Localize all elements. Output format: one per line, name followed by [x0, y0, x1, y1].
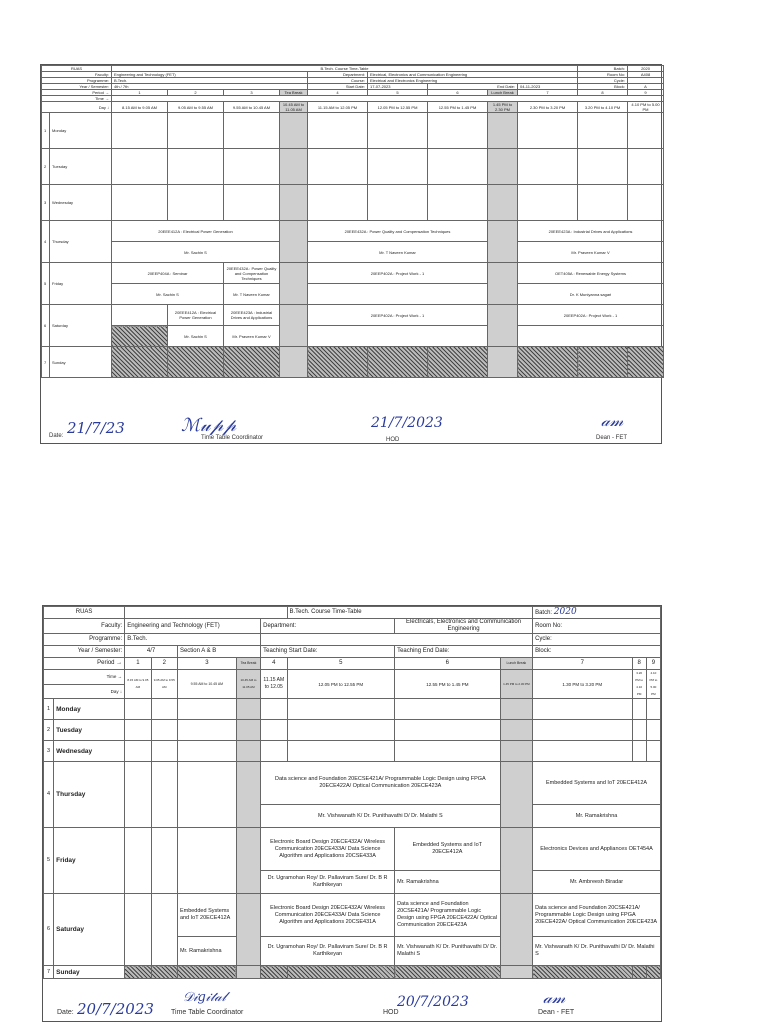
- hod-label: HOD: [383, 1009, 399, 1016]
- faculty-cell: Mr. Sachin S: [112, 242, 280, 263]
- course-label: Course:: [308, 78, 368, 84]
- hod-label: HOD: [386, 437, 400, 443]
- day-num: 7: [42, 347, 50, 378]
- date-signature: 21/7/23: [67, 419, 125, 437]
- day-label: Day ↓: [42, 102, 112, 113]
- class-cell: 20EEP404A : Seminar: [112, 263, 224, 284]
- coordinator-label: Time Table Coordinator: [171, 1009, 244, 1016]
- class-cell: 20EEP402A : Project Work - 1: [308, 305, 488, 326]
- faculty-cell: Mr. Ramakrishna: [177, 937, 236, 966]
- department-value: Electricals, Electronics and Communication Engineering: [395, 619, 533, 634]
- day-label: Day ↓: [44, 684, 125, 699]
- time-slot: 12.05 PM to 12.55 PM: [287, 670, 395, 699]
- faculty-label: Faculty:: [44, 619, 125, 634]
- faculty-value: Engineering and Technology (FET): [112, 72, 308, 78]
- day-num: 2: [44, 720, 54, 741]
- class-cell: Data science and Foundation 20CSE421A/ Programmable Logic Design using FPGA 20ECE422A/ Optical Communication 20ECE423A: [395, 894, 501, 937]
- time-slot: 12.55 PM to 1.45 PM: [395, 670, 501, 699]
- period-2: 2: [151, 658, 177, 670]
- day-num: 1: [42, 113, 50, 149]
- period-label: Period →: [44, 658, 125, 670]
- block-value: A: [628, 84, 664, 90]
- period-8: 8: [632, 658, 646, 670]
- room-label: Room No:: [533, 619, 661, 634]
- end-value: 04-11-2023: [518, 84, 578, 90]
- room-value: A408: [628, 72, 664, 78]
- programme-label: Programme:: [44, 634, 125, 646]
- department-value: Electrical, Electronics and Communication Engineering: [368, 72, 578, 78]
- date-label: Date:: [49, 433, 64, 439]
- day-num: 1: [44, 699, 54, 720]
- batch-label: Batch:: [535, 609, 553, 616]
- faculty-cell: Mr. Praveen Kumar V: [518, 242, 664, 263]
- programme-value: B.Tech.: [112, 78, 308, 84]
- day-tuesday: Tuesday: [50, 149, 112, 185]
- day-num: 7: [44, 966, 54, 979]
- day-thursday: Thursday: [54, 762, 125, 828]
- lunch-break: Lunch Break: [500, 658, 532, 670]
- class-cell: Embedded Systems and IoT 20ECE412A: [395, 828, 501, 871]
- day-monday: Monday: [50, 113, 112, 149]
- day-sunday: Sunday: [54, 966, 125, 979]
- department-label: Department:: [261, 619, 395, 634]
- day-num: 3: [44, 741, 54, 762]
- day-thursday: Thursday: [50, 221, 112, 263]
- end-label: End Date:: [428, 84, 518, 90]
- time-label: Time →: [42, 96, 112, 102]
- period-4: 4: [261, 658, 287, 670]
- year-value: 4/7: [125, 646, 178, 658]
- class-cell: OET405A : Renewable Energy Systems: [518, 263, 664, 284]
- start-label: Start Date:: [308, 84, 368, 90]
- day-friday: Friday: [50, 263, 112, 305]
- day-num: 2: [42, 149, 50, 185]
- block-label: Block:: [533, 646, 661, 658]
- day-num: 5: [42, 263, 50, 305]
- time-slot: 1.45 PM to 2.30 PM: [500, 670, 532, 699]
- time-slot: 3.20 PM to 4.10 PM: [632, 670, 646, 699]
- programme-value: B.Tech.: [125, 634, 261, 646]
- coordinator-signature: ℳ𝓊𝓅𝓅: [181, 415, 237, 436]
- class-cell: 20EEE412A : Electrical Power Generation: [168, 305, 224, 326]
- hod-signature: 20/7/2023: [397, 994, 469, 1010]
- hod-signature: 21/7/2023: [371, 415, 443, 431]
- timetable-sheet-bottom: [42, 605, 662, 1022]
- period-7: 7: [533, 658, 632, 670]
- period-2: 2: [168, 90, 224, 96]
- dean-label: Dean - FET: [596, 435, 628, 441]
- class-cell: 20EEE423A : Industrial Drives and Applications: [224, 305, 280, 326]
- department-label: Department:: [308, 72, 368, 78]
- time-slot: 3.20 PM to 4.10 PM: [578, 102, 628, 113]
- class-cell: 20EEP402A : Project Work - 1: [518, 305, 664, 326]
- batch-value: 2020: [553, 606, 577, 617]
- class-cell: Data science and Foundation 20CSE421A/ Programmable Logic Design using FPGA 20ECE422A/ Optical Communication 20ECE423A: [533, 894, 661, 937]
- class-cell: Embedded Systems and IoT 20ECE412A: [177, 894, 236, 937]
- time-slot: 1.45 PM to 2.30 PM: [488, 102, 518, 113]
- class-cell: 20EEE412A : Electrical Power Generation: [112, 221, 280, 242]
- period-4: 4: [308, 90, 368, 96]
- faculty-cell: Mr. T Naveen Kumar: [224, 284, 280, 305]
- doc-title: B.Tech. Course Time-Table: [112, 66, 578, 72]
- period-1: 1: [125, 658, 151, 670]
- faculty-cell: Mr. Vishwanath K/ Dr. Punithavathi D/ Dr. Malathi S: [261, 805, 500, 828]
- class-cell: 20EEE432A : Power Quality and Compensation Techniques: [224, 263, 280, 284]
- time-slot: 2.30 PM to 3.20 PM: [518, 102, 578, 113]
- faculty-cell: Mr. Vishwanath K/ Dr. Punithavathi D/ Dr. Malathi S: [395, 937, 501, 966]
- block-label: Block:: [578, 84, 628, 90]
- period-5: 5: [287, 658, 395, 670]
- room-label: Room No:: [578, 72, 628, 78]
- day-monday: Monday: [54, 699, 125, 720]
- faculty-cell: Mr. Praveen Kumar V: [224, 326, 280, 347]
- period-7: 7: [518, 90, 578, 96]
- cycle-label: Cycle:: [578, 78, 628, 84]
- time-slot: 9.05 AM to 9.55 AM: [151, 670, 177, 699]
- batch-value: 2020: [628, 66, 664, 72]
- time-slot: 12.55 PM to 1.45 PM: [428, 102, 488, 113]
- time-slot: 1.30 PM to 3.20 PM: [533, 670, 632, 699]
- dean-label: Dean - FET: [538, 1009, 575, 1016]
- period-3: 3: [177, 658, 236, 670]
- faculty-value: Engineering and Technology (FET): [125, 619, 261, 634]
- coordinator-signature: 𝒟𝒾𝑔𝒾𝓉𝒶𝓁: [183, 990, 226, 1005]
- timetable-top: [41, 65, 664, 378]
- faculty-label: Faculty:: [42, 72, 112, 78]
- period-8: 8: [578, 90, 628, 96]
- day-friday: Friday: [54, 828, 125, 894]
- date-signature: 20/7/2023: [77, 1000, 154, 1018]
- org-name: RUAS: [44, 607, 125, 619]
- class-cell: 20EEP402A : Project Work - 1: [308, 263, 488, 284]
- day-num: 6: [44, 894, 54, 966]
- start-value: 17-07-2023: [368, 84, 428, 90]
- timetable-bottom: [43, 606, 661, 979]
- period-6: 6: [395, 658, 501, 670]
- timetable-sheet-top: [40, 64, 662, 444]
- period-label: Period →: [42, 90, 112, 96]
- time-label: Time →: [44, 670, 125, 685]
- period-9: 9: [646, 658, 660, 670]
- class-cell: Electronics Devices and Appliances OET454A: [533, 828, 661, 871]
- start-label: Teaching Start Date:: [261, 646, 395, 658]
- day-saturday: Saturday: [50, 305, 112, 347]
- faculty-cell: Mr. T Naveen Kumar: [308, 242, 488, 263]
- end-label: Teaching End Date:: [395, 646, 533, 658]
- time-slot: 11.15 AM to 12.05 PM: [308, 102, 368, 113]
- day-num: 3: [42, 185, 50, 221]
- faculty-cell: Mr. Ramakrishna: [395, 871, 501, 894]
- day-wednesday: Wednesday: [50, 185, 112, 221]
- date-label: Date:: [57, 1009, 74, 1016]
- period-1: 1: [112, 90, 168, 96]
- time-slot: 12.05 PM to 12.55 PM: [368, 102, 428, 113]
- faculty-cell: Mr. Ambreesh Biradar: [533, 871, 661, 894]
- lunch-break: Lunch Break: [488, 90, 518, 96]
- batch-field: [533, 607, 661, 619]
- programme-label: Programme:: [42, 78, 112, 84]
- period-6: 6: [428, 90, 488, 96]
- time-slot: 8.15 AM to 9.05 AM: [112, 102, 168, 113]
- course-value: Electrical and Electronics Engineering: [368, 78, 578, 84]
- class-cell: Embedded Systems and IoT 20ECE412A: [533, 762, 661, 805]
- period-9: 9: [628, 90, 664, 96]
- doc-title: B.Tech. Course Time-Table: [287, 607, 533, 619]
- time-slot: 9.55 AM to 10.45 AM: [224, 102, 280, 113]
- class-cell: Electronic Board Design 20ECE432A/ Wireless Communication 20ECE433A/ Data Science Algorithm and Applications 20CSE431A: [261, 894, 395, 937]
- year-value: 4th / 7th: [112, 84, 308, 90]
- faculty-cell: Dr. Ugramohan Roy/ Dr. Pallaviram Sure/ Dr. B R Karthikeyan: [261, 937, 395, 966]
- day-sunday: Sunday: [50, 347, 112, 378]
- day-wednesday: Wednesday: [54, 741, 125, 762]
- faculty-cell: Dr. K Muniyanna sagari: [518, 284, 664, 305]
- class-cell: 20EEE423A : Industrial Drives and Applications: [518, 221, 664, 242]
- time-slot: 9.55 AM to 10.45 AM: [177, 670, 236, 699]
- cycle-label: Cycle:: [533, 634, 661, 646]
- day-num: 4: [42, 221, 50, 263]
- time-slot: 10.45 AM to 11.05 AM: [280, 102, 308, 113]
- tea-break: Tea Break: [280, 90, 308, 96]
- faculty-cell: Mr. Vishwanath K/ Dr. Punithavathi D/ Dr. Malathi S: [533, 937, 661, 966]
- tea-break: Tea Break: [236, 658, 260, 670]
- day-saturday: Saturday: [54, 894, 125, 966]
- class-cell: 20EEE432A : Power Quality and Compensation Techniques: [308, 221, 488, 242]
- year-label: Year / Semester:: [42, 84, 112, 90]
- year-label: Year / Semester:: [44, 646, 125, 658]
- time-slot: 9.05 AM to 9.55 AM: [168, 102, 224, 113]
- period-5: 5: [368, 90, 428, 96]
- day-tuesday: Tuesday: [54, 720, 125, 741]
- faculty-cell: Dr. Ugramohan Roy/ Dr. Pallaviram Sure/ Dr. B R Karthikeyan: [261, 871, 395, 894]
- faculty-cell: Mr. Ramakrishna: [533, 805, 661, 828]
- time-slot: 11.15 AM to 12.05: [261, 670, 287, 699]
- faculty-cell: Mr. Sachin S: [112, 284, 224, 305]
- dean-signature: 𝒶𝓂: [601, 411, 624, 430]
- org-name: RUAS: [42, 66, 112, 72]
- time-slot: 8.15 AM to 9.05 AM: [125, 670, 151, 699]
- day-num: 6: [42, 305, 50, 347]
- faculty-cell: Mr. Sachin S: [168, 326, 224, 347]
- time-slot: 4.10 PM to 5.00 PM: [628, 102, 664, 113]
- period-3: 3: [224, 90, 280, 96]
- day-num: 5: [44, 828, 54, 894]
- batch-label: Batch:: [578, 66, 628, 72]
- section-value: Section A & B: [177, 646, 260, 658]
- class-cell: Data science and Foundation 20ECSE421A/ Programmable Logic Design using FPGA 20ECE422A/ Optical Communication 20ECE423A: [261, 762, 500, 805]
- day-num: 4: [44, 762, 54, 828]
- dean-signature: 𝒶𝓂: [543, 988, 566, 1007]
- class-cell: Electronic Board Design 20ECE432A/ Wireless Communication 20ECE433A/ Data Science Algorithm and Applications 20CSE433A: [261, 828, 395, 871]
- time-slot: 4.10 PM to 5.00 PM: [646, 670, 660, 699]
- time-slot: 10.45 AM to 11.05 AM: [236, 670, 260, 699]
- coordinator-label: Time Table Coordinator: [201, 435, 264, 441]
